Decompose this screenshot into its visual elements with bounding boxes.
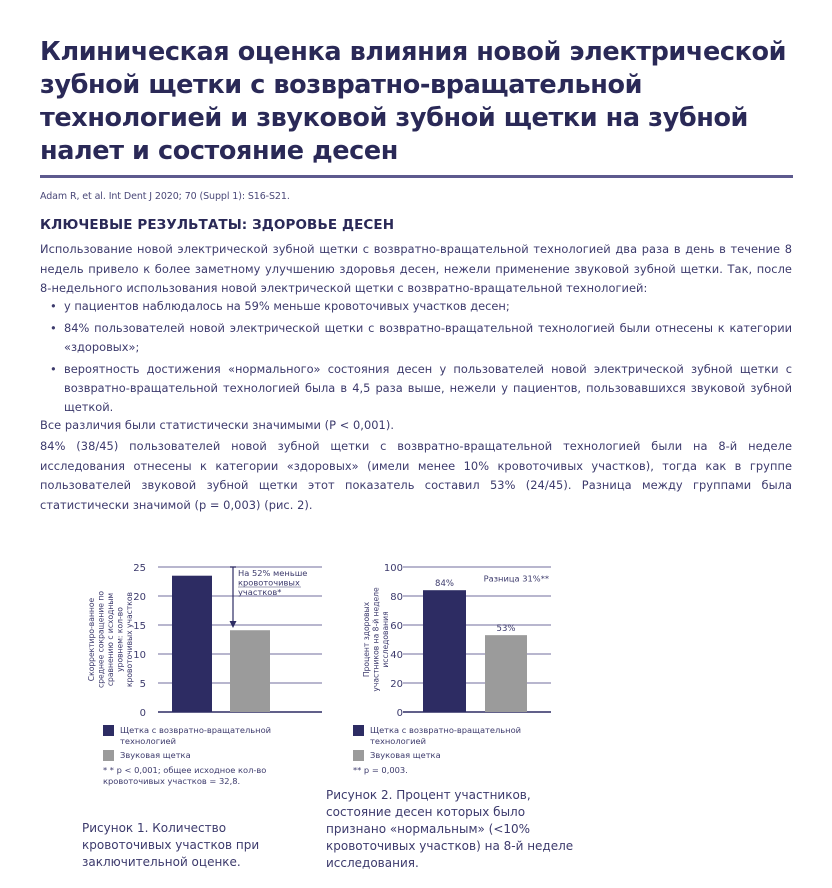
y-tick-label: 25	[133, 563, 146, 574]
y-tick-label: 40	[390, 650, 403, 661]
y-axis-label: уровнем: кол-во	[115, 607, 125, 672]
y-tick-label: 20	[390, 679, 403, 690]
figure-1-caption: Рисунок 1. Количество кровоточивых участков при заключительной оценке.	[82, 821, 260, 869]
y-axis-label: участников на 8-й неделе	[371, 587, 381, 692]
chart-1	[80, 555, 330, 725]
bar-oscillating-rotating	[423, 590, 466, 712]
bullet-icon: •	[50, 299, 57, 313]
y-tick-label: 80	[390, 592, 403, 603]
y-tick-label: 15	[133, 621, 146, 632]
significance-paragraph: Все различия были статистически значимыми (P < 0,001).	[40, 418, 394, 432]
y-tick-label: 20	[133, 592, 146, 603]
list-item: • у пациентов наблюдалось на 59% меньше кровоточивых участков десен;	[40, 297, 792, 316]
legend-swatch	[103, 725, 114, 736]
legend-swatch	[353, 750, 364, 761]
chart-2-legend	[353, 725, 553, 776]
y-axis-label: кровоточивых участков	[125, 592, 134, 687]
data-label: 53%	[496, 624, 516, 635]
y-tick-label: 5	[139, 679, 146, 690]
annotation-text: участков*	[238, 587, 282, 597]
chart-2	[355, 555, 565, 725]
y-tick-label: 0	[139, 708, 146, 719]
y-axis-label: сравнению с исходным	[106, 592, 115, 687]
y-tick-label: 60	[390, 621, 403, 632]
chart-1-footnote: * * p < 0,001; общее исходное кол-во кровоточивых участков = 32,8.	[103, 765, 267, 786]
chart-2-footnote: ** p = 0,003.	[353, 765, 408, 775]
legend-item: Звуковая щетка	[353, 750, 553, 761]
bullet-icon: •	[50, 321, 57, 335]
y-tick-label: 10	[133, 650, 146, 661]
bar-oscillating-rotating	[172, 576, 212, 712]
y-axis-label: среднее сокращение по	[96, 591, 106, 688]
intro-paragraph: Использование новой электрической зубной щетки с возвратно-вращательной технологией два раза в день в течение 8 недель привело к более заметному улучшению здоровья десен, нежели применение звуковой зубной щетки. Так, после 8-недельного использования новой электрической щетки с возвратно-вращательной технологией:	[40, 242, 792, 295]
y-axis-label: исследования	[381, 611, 390, 668]
y-axis-label: Процент здоровых	[362, 601, 371, 678]
bullet-icon: •	[50, 362, 57, 376]
title-divider	[40, 175, 793, 178]
bar-sonic	[230, 630, 270, 712]
detail-paragraph: 84% (38/45) пользователей новой зубной щетки с возвратно-вращательной технологией были на 8-й неделе исследования отнесены к категории «здоровых» (имели менее 10% кровоточивых участков), тогда как в группе пользователей звуковой зубной щетки этот показатель составил 53% (24/45). Разница между группами была статистически значимой (p = 0,003) (рис. 2).	[40, 439, 792, 512]
data-label: 84%	[435, 579, 454, 590]
bar-sonic	[485, 635, 527, 712]
legend-item: Щетка с возвратно-вращательной технологией	[103, 725, 303, 746]
list-item: • вероятность достижения «нормального» состояния десен у пользователей новой электрической зубной щетки с возвратно-вращательной технологией была в 4,5 раза выше, нежели у пациентов, пользовавшихся звуковой зубной щеткой.	[50, 362, 792, 414]
legend-item: Звуковая щетка	[103, 750, 303, 761]
list-item: • 84% пользователей новой электрической щетки с возвратно-вращательной технологией были отнесены к категории «здоровых»;	[50, 321, 792, 354]
legend-swatch	[353, 725, 364, 736]
key-results-list	[40, 297, 792, 420]
article-title: Клиническая оценка влияния новой электрической зубной щетки с возвратно-вращательной технологией и звуковой зубной щетки на зубной налет и состояние десен	[40, 37, 787, 166]
annotation-text: На 52% меньше	[238, 568, 308, 578]
y-tick-label: 100	[383, 563, 403, 574]
y-axis-label: Скорректиро-ванное	[87, 597, 96, 682]
legend-item: Щетка с возвратно-вращательной технологией	[353, 725, 553, 746]
chart-1-legend	[103, 725, 303, 786]
y-tick-label: 0	[396, 708, 403, 719]
legend-swatch	[103, 750, 114, 761]
citation: Adam R, et al. Int Dent J 2020; 70 (Suppl 1): S16-S21.	[40, 191, 290, 202]
annotation-text: Разница 31%**	[483, 573, 549, 584]
section-heading: КЛЮЧЕВЫЕ РЕЗУЛЬТАТЫ: ЗДОРОВЬЕ ДЕСЕН	[40, 217, 395, 233]
annotation-text: кровоточивых	[238, 577, 300, 588]
figure-2-caption: Рисунок 2. Процент участников, состояние десен которых было признано «нормальным» (<10% кровоточивых участков) на 8-й неделе исследования.	[326, 788, 574, 870]
